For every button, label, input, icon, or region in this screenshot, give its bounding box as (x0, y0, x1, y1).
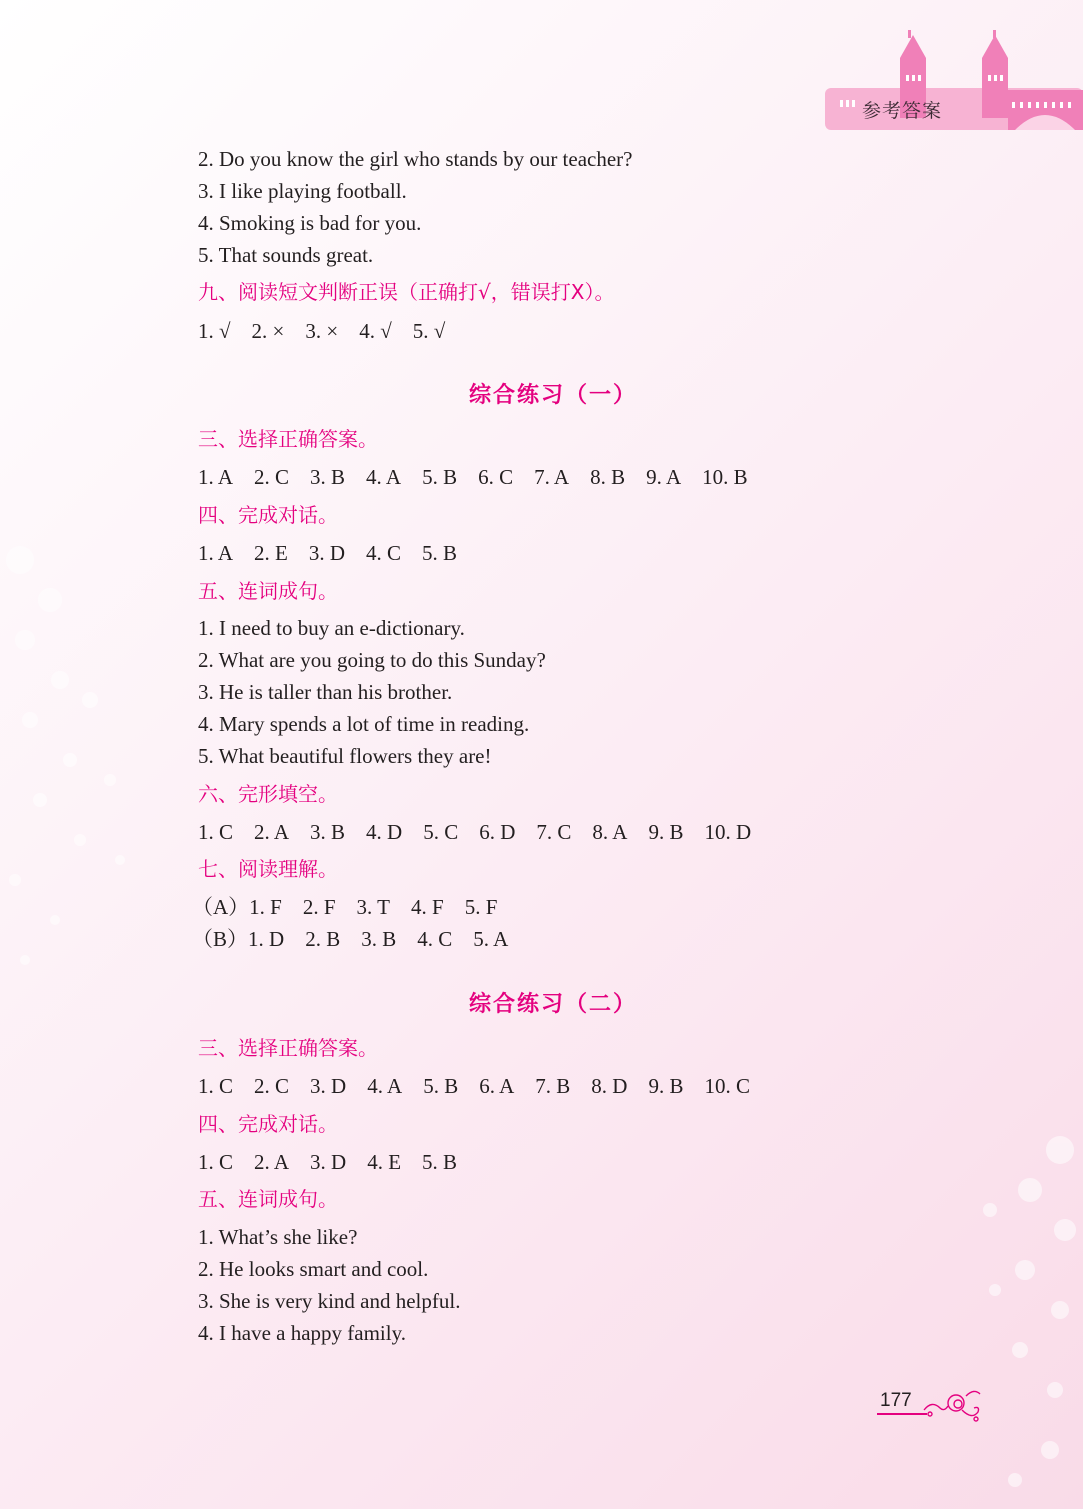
answer-item: 5. A (473, 927, 509, 951)
answer-item: 5. B (422, 1150, 458, 1174)
answer-line: 5. What beautiful flowers they are! (198, 744, 492, 768)
answer-row (198, 818, 772, 846)
answer-item: 1. A (198, 465, 234, 489)
section-heading: 五、连词成句。 (198, 579, 338, 603)
answer-item: 5. B (422, 541, 458, 565)
answer-item: 10. B (702, 465, 748, 489)
section-heading: 三、选择正确答案。 (198, 1036, 378, 1060)
answer-group-label: （A） (192, 895, 250, 919)
answer-item: 2. F (302, 895, 336, 919)
answer-item: 3. T (356, 895, 390, 919)
section-heading: 四、完成对话。 (198, 503, 338, 527)
answer-item: 3. B (310, 465, 346, 489)
answer-item: 6. D (479, 820, 516, 844)
answer-item: 1. C (198, 1150, 234, 1174)
answer-item: 4. D (366, 820, 403, 844)
section-heading: 六、完形填空。 (198, 782, 338, 806)
answer-line: 1. I need to buy an e-dictionary. (198, 616, 465, 640)
answer-item: 2. B (305, 927, 341, 951)
answer-item: 8. D (591, 1074, 628, 1098)
answer-row (198, 1072, 771, 1100)
answer-item: 8. A (592, 820, 628, 844)
answer-item: 7. B (535, 1074, 571, 1098)
answer-line: 4. Mary spends a lot of time in reading. (198, 712, 530, 736)
answer-item: 4. E (367, 1150, 402, 1174)
section-heading: 四、完成对话。 (198, 1112, 338, 1136)
answer-item: 2. E (254, 541, 288, 565)
answer-item: 3. D (310, 1150, 347, 1174)
answer-item: 2. C (254, 465, 290, 489)
answer-item: 1. C (198, 820, 234, 844)
swirl-flourish-icon (922, 1386, 984, 1426)
answer-line: 4. Smoking is bad for you. (198, 211, 422, 235)
answer-item: 3. D (308, 541, 346, 565)
answer-item: 5. C (423, 820, 459, 844)
answer-item: 7. C (536, 820, 572, 844)
answer-line: 2. He looks smart and cool. (198, 1257, 429, 1281)
answer-item: 9. B (648, 820, 684, 844)
answer-item: 4. A (367, 1074, 403, 1098)
exercise-title: 综合练习（二） (468, 992, 637, 1017)
answer-item: 3. B (310, 820, 346, 844)
answer-row (198, 463, 769, 491)
page-number: 177 (880, 1390, 912, 1411)
answer-item: 10. D (704, 820, 752, 844)
answer-line: 3. He is taller than his brother. (198, 680, 453, 704)
answer-line: 2. What are you going to do this Sunday? (198, 648, 546, 672)
answer-item: 3. B (361, 927, 397, 951)
answer-item: 5. B (423, 1074, 459, 1098)
answer-item: 10. C (704, 1074, 750, 1098)
page-number-underline (877, 1413, 927, 1415)
answer-item: 1. D (248, 927, 285, 951)
section-heading: 五、连词成句。 (198, 1187, 338, 1211)
answer-item: 2. A (254, 820, 290, 844)
answer-line: 3. She is very kind and helpful. (198, 1289, 461, 1313)
answer-item: 2. C (254, 1074, 290, 1098)
exercise-title: 综合练习（一） (468, 383, 637, 408)
answer-row (198, 317, 466, 345)
answer-item: 5. √ (412, 319, 446, 343)
answer-row (198, 539, 478, 567)
answer-group-label: （B） (192, 927, 249, 951)
castle-icon (820, 30, 1083, 135)
answer-item: 4. C (417, 927, 453, 951)
answer-item: 1. A (198, 541, 234, 565)
answer-item: 2. × (251, 319, 285, 343)
answer-row (198, 1148, 478, 1176)
answer-line: 1. What’s she like? (198, 1225, 358, 1249)
answer-item: 3. × (305, 319, 339, 343)
answer-item: 1. C (198, 1074, 234, 1098)
answer-item: 6. C (478, 465, 514, 489)
answer-item: 1. F (249, 895, 282, 919)
section-heading: 三、选择正确答案。 (198, 427, 378, 451)
answer-line: 5. That sounds great. (198, 243, 374, 267)
answer-item: 7. A (534, 465, 570, 489)
section-heading: 九、阅读短文判断正误（正确打√，错误打Ⅹ）。 (198, 280, 615, 304)
answer-item: 9. A (646, 465, 682, 489)
answer-item: 4. √ (359, 319, 392, 343)
header-label: 参考答案 (862, 100, 943, 122)
answer-item: 1. √ (198, 319, 231, 343)
answer-item: 4. C (366, 541, 402, 565)
answer-row (192, 925, 529, 953)
answer-item: 5. B (422, 465, 458, 489)
answer-item: 9. B (648, 1074, 684, 1098)
answer-item: 5. F (464, 895, 498, 919)
answer-row (192, 893, 518, 921)
answer-line: 4. I have a happy family. (198, 1321, 406, 1345)
answer-item: 4. F (411, 895, 444, 919)
answer-item: 4. A (366, 465, 402, 489)
answer-item: 6. A (479, 1074, 515, 1098)
answer-item: 3. D (310, 1074, 347, 1098)
answer-line: 2. Do you know the girl who stands by our teacher? (198, 147, 633, 171)
answer-item: 8. B (590, 465, 626, 489)
answer-item: 2. A (254, 1150, 290, 1174)
answer-line: 3. I like playing football. (198, 179, 407, 203)
section-heading: 七、阅读理解。 (198, 857, 338, 881)
